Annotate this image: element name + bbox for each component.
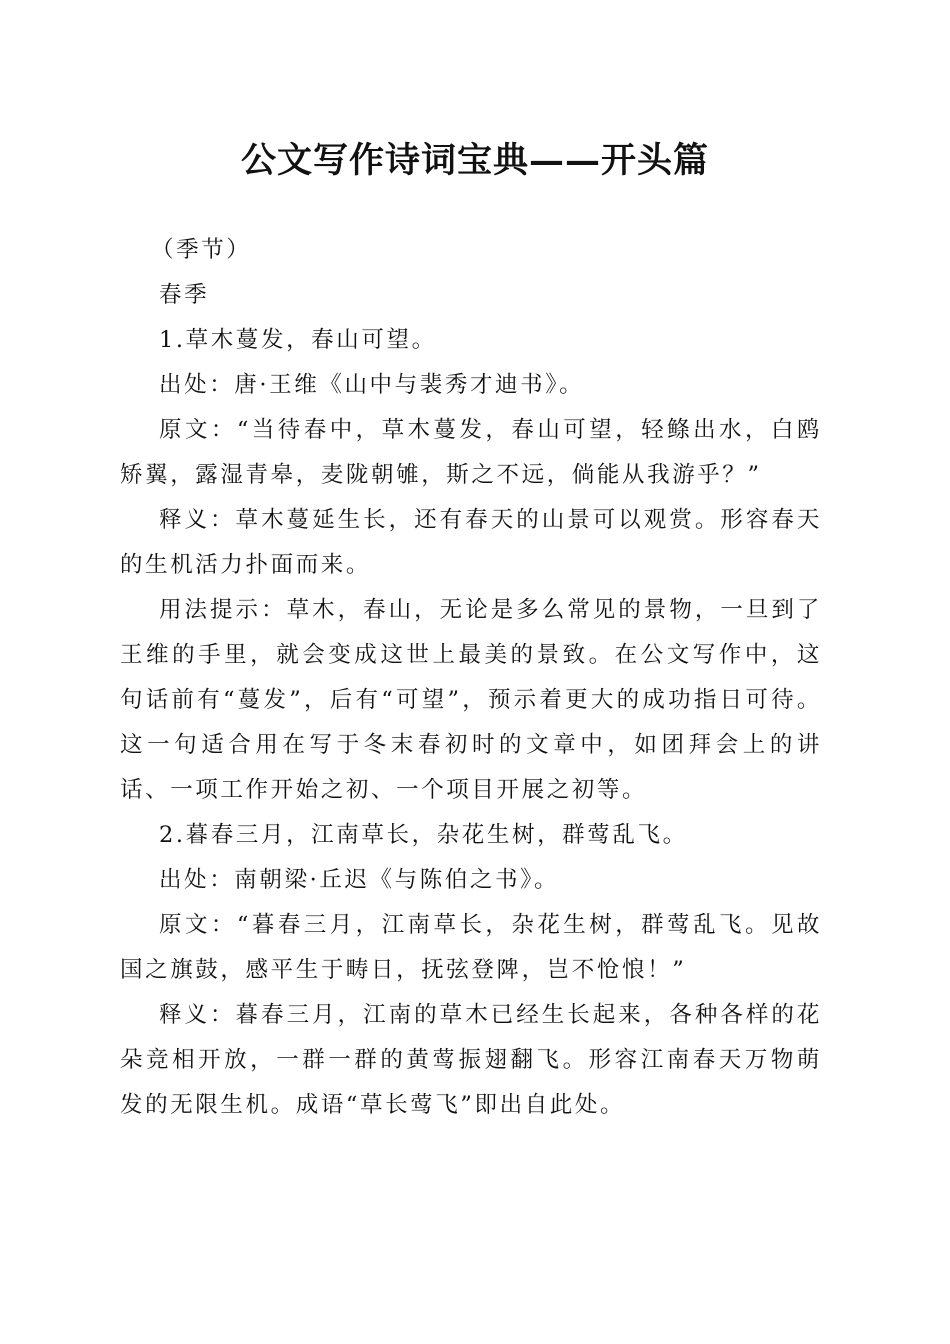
document-body (120, 228, 822, 1128)
entry-2-original-text: 原文：“暮春三月，江南草长，杂花生树，群莺乱飞。见故国之旗鼓，感平生于畴日，抚弦登陴，岂不怆悢！” (120, 912, 822, 983)
entry-1-original-text: 原文：“当待春中，草木蔓发，春山可望，轻鲦出水，白鸥矫翼，露湿青皋，麦陇朝雊，斯之不远，倘能从我游乎？” (120, 417, 822, 488)
entry-2-source: 出处：南朝梁·丘迟《与陈伯之书》。 (159, 867, 560, 893)
entry-1-source: 出处：唐·王维《山中与裴秀才迪书》。 (159, 372, 585, 398)
document-title: 公文写作诗词宝典——开头篇 (240, 140, 709, 181)
section-note-season: （季节） (151, 237, 252, 263)
section-heading-spring: 春季 (159, 282, 210, 308)
entry-1-usage-tip: 用法提示：草木，春山，无论是多么常见的景物，一旦到了王维的手里，就会变成这世上最美的景致。在公文写作中，这句话前有“蔓发”，后有“可望”，预示着更大的成功指日可待。这一句适合用在写于冬末春初时的文章中，如团拜会上的讲话、一项工作开始之初、一个项目开展之初等。 (120, 597, 822, 803)
entry-heading-1: 1.草木蔓发，春山可望。 (159, 327, 437, 353)
entry-heading-2: 2.暮春三月，江南草长，杂花生树，群莺乱飞。 (159, 822, 688, 848)
entry-2-explanation: 释义：暮春三月，江南的草木已经生长起来，各种各样的花朵竞相开放，一群一群的黄莺振翅翻飞。形容江南春天万物萌发的无限生机。成语“草长莺飞”即出自此处。 (120, 1002, 822, 1118)
entry-1-explanation: 释义：草木蔓延生长，还有春天的山景可以观赏。形容春天的生机活力扑面而来。 (120, 507, 822, 578)
